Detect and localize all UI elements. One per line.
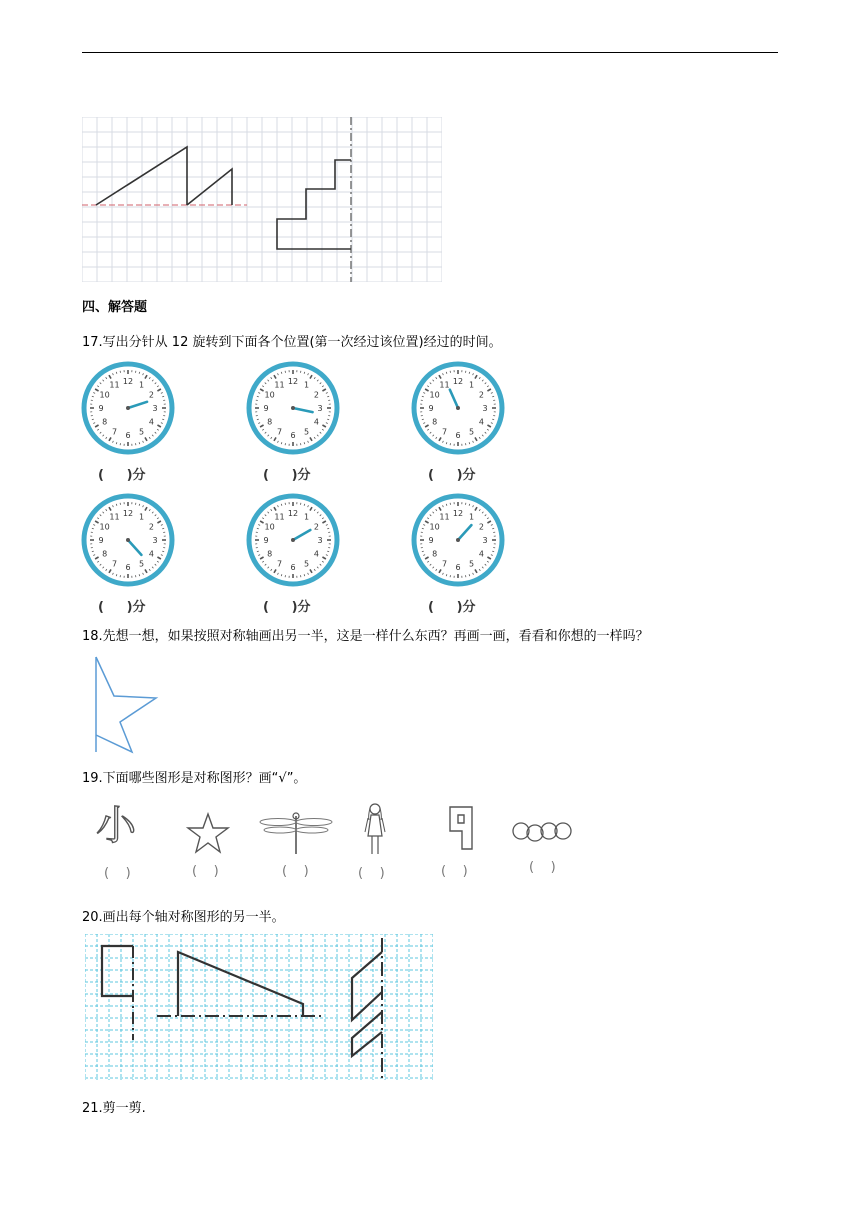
clock-number: 11 xyxy=(274,380,285,390)
clock-number: 7 xyxy=(276,559,283,569)
clock-number: 7 xyxy=(441,559,448,569)
triangle-figure-2 xyxy=(187,169,232,205)
star-shape-icon xyxy=(186,812,230,854)
clock-center xyxy=(126,538,130,542)
question-20-text: 20.画出每个轴对称图形的另一半。 xyxy=(82,910,285,925)
answer-paren-5[interactable]: ( ) xyxy=(441,864,468,879)
clock-number: 10 xyxy=(264,522,275,532)
clock-number: 8 xyxy=(102,417,108,427)
clock-number: 6 xyxy=(125,563,131,572)
clock-number: 6 xyxy=(125,431,131,440)
dragonfly-shape-icon xyxy=(258,810,334,856)
clock-number: 6 xyxy=(455,563,461,572)
clock-number: 2 xyxy=(148,390,154,400)
answer-paren-1[interactable]: ( ) xyxy=(104,866,131,881)
clock-number: 12 xyxy=(287,509,299,518)
clock-number: 6 xyxy=(455,431,461,440)
bracket-half xyxy=(102,946,133,996)
clock-center xyxy=(456,538,460,542)
clock-number: 9 xyxy=(263,536,269,545)
answer-paren-4[interactable]: ( ) xyxy=(358,866,385,881)
clock-number: 9 xyxy=(98,404,104,413)
zigzag-half xyxy=(352,952,382,1020)
clock-number: 1 xyxy=(138,512,145,522)
clock-number: 10 xyxy=(429,522,440,532)
question-21-text: 21.剪一剪. xyxy=(82,1101,146,1116)
clock-number: 5 xyxy=(468,559,475,569)
clock-number: 10 xyxy=(99,522,110,532)
top-grid-figure xyxy=(82,117,442,282)
clock-number: 6 xyxy=(290,431,296,440)
answer-paren-6[interactable]: ( ) xyxy=(529,860,556,875)
answer-paren-3[interactable]: ( ) xyxy=(282,864,309,879)
clock-number: 4 xyxy=(313,549,319,559)
clock-number: 12 xyxy=(452,509,464,518)
clock-number: 11 xyxy=(439,512,450,522)
clock-number: 8 xyxy=(267,549,273,559)
clock-number: 12 xyxy=(122,377,134,386)
question-18-text: 18.先想一想，如果按照对称轴画出另一半，这是一样什么东西？再画一画，看看和你想的一样吗？ xyxy=(82,629,649,644)
clock-number: 3 xyxy=(152,404,158,413)
clock-number: 2 xyxy=(478,522,484,532)
clock-number: 4 xyxy=(478,549,484,559)
clock-number: 2 xyxy=(148,522,154,532)
clock-number: 12 xyxy=(287,377,299,386)
clock-number: 9 xyxy=(428,536,434,545)
clock-number: 8 xyxy=(267,417,273,427)
clock-face-6 xyxy=(410,492,506,588)
clock-number: 8 xyxy=(432,417,438,427)
clock-number: 5 xyxy=(303,559,310,569)
clock-number: 10 xyxy=(264,390,275,400)
clock-number: 1 xyxy=(303,380,310,390)
clock-number: 9 xyxy=(428,404,434,413)
clock-number: 9 xyxy=(98,536,104,545)
clock-number: 11 xyxy=(109,380,120,390)
clock-number: 10 xyxy=(99,390,110,400)
clock-number: 1 xyxy=(138,380,145,390)
clock-number: 4 xyxy=(478,417,484,427)
clock-face-4 xyxy=(80,492,176,588)
clock-answer-label[interactable]: ( )分 xyxy=(428,468,476,483)
digit-9-shape-icon xyxy=(446,805,476,851)
header-rule xyxy=(82,52,778,53)
clock-number: 4 xyxy=(313,417,319,427)
clock-face-3 xyxy=(410,360,506,456)
answer-paren-2[interactable]: ( ) xyxy=(192,864,219,879)
half-star-figure xyxy=(92,655,162,755)
clock-answer-label[interactable]: ( )分 xyxy=(98,600,146,615)
clock-number: 12 xyxy=(452,377,464,386)
clock-answer-label[interactable]: ( )分 xyxy=(263,468,311,483)
clock-number: 3 xyxy=(482,404,488,413)
clock-number: 7 xyxy=(111,559,118,569)
clock-number: 7 xyxy=(441,427,448,437)
clock-number: 8 xyxy=(102,549,108,559)
clock-center xyxy=(126,406,130,410)
clock-number: 10 xyxy=(429,390,440,400)
clock-center xyxy=(291,406,295,410)
clock-face-2 xyxy=(245,360,341,456)
girl-shape-icon xyxy=(362,802,388,858)
clock-center xyxy=(291,538,295,542)
clock-face-5 xyxy=(245,492,341,588)
section-title: 四、解答题 xyxy=(82,300,148,315)
clock-number: 5 xyxy=(303,427,310,437)
clock-number: 5 xyxy=(138,427,145,437)
question-19-text: 19.下面哪些图形是对称图形？画“√”。 xyxy=(82,771,307,786)
clock-number: 11 xyxy=(109,512,120,522)
clock-number: 7 xyxy=(111,427,118,437)
clock-number: 3 xyxy=(317,536,323,545)
clock-number: 12 xyxy=(122,509,134,518)
clock-number: 5 xyxy=(138,559,145,569)
clock-number: 8 xyxy=(432,549,438,559)
clock-answer-label[interactable]: ( )分 xyxy=(263,600,311,615)
clock-number: 6 xyxy=(290,563,296,572)
clock-number: 3 xyxy=(152,536,158,545)
clock-number: 2 xyxy=(313,390,319,400)
clock-number: 1 xyxy=(303,512,310,522)
clock-number: 11 xyxy=(274,512,285,522)
clock-center xyxy=(456,406,460,410)
clock-number: 7 xyxy=(276,427,283,437)
clock-number: 11 xyxy=(439,380,450,390)
clock-number: 1 xyxy=(468,380,475,390)
clock-number: 3 xyxy=(317,404,323,413)
rings-shape-icon xyxy=(510,820,574,844)
clock-number: 5 xyxy=(468,427,475,437)
clock-number: 3 xyxy=(482,536,488,545)
clock-number: 2 xyxy=(313,522,319,532)
staircase-figure xyxy=(277,160,351,249)
clock-number: 4 xyxy=(148,417,154,427)
half-figure-grid xyxy=(85,934,433,1080)
zigzag-half-2 xyxy=(352,1012,382,1056)
clock-number: 9 xyxy=(263,404,269,413)
clock-number: 2 xyxy=(478,390,484,400)
question-17-text: 17.写出分针从 12 旋转到下面各个位置(第一次经过该位置)经过的时间。 xyxy=(82,335,502,350)
clock-number: 4 xyxy=(148,549,154,559)
clock-answer-label[interactable]: ( )分 xyxy=(98,468,146,483)
clock-face-1 xyxy=(80,360,176,456)
clock-number: 1 xyxy=(468,512,475,522)
clock-answer-label[interactable]: ( )分 xyxy=(428,600,476,615)
character-xiao: 小 xyxy=(96,803,136,849)
